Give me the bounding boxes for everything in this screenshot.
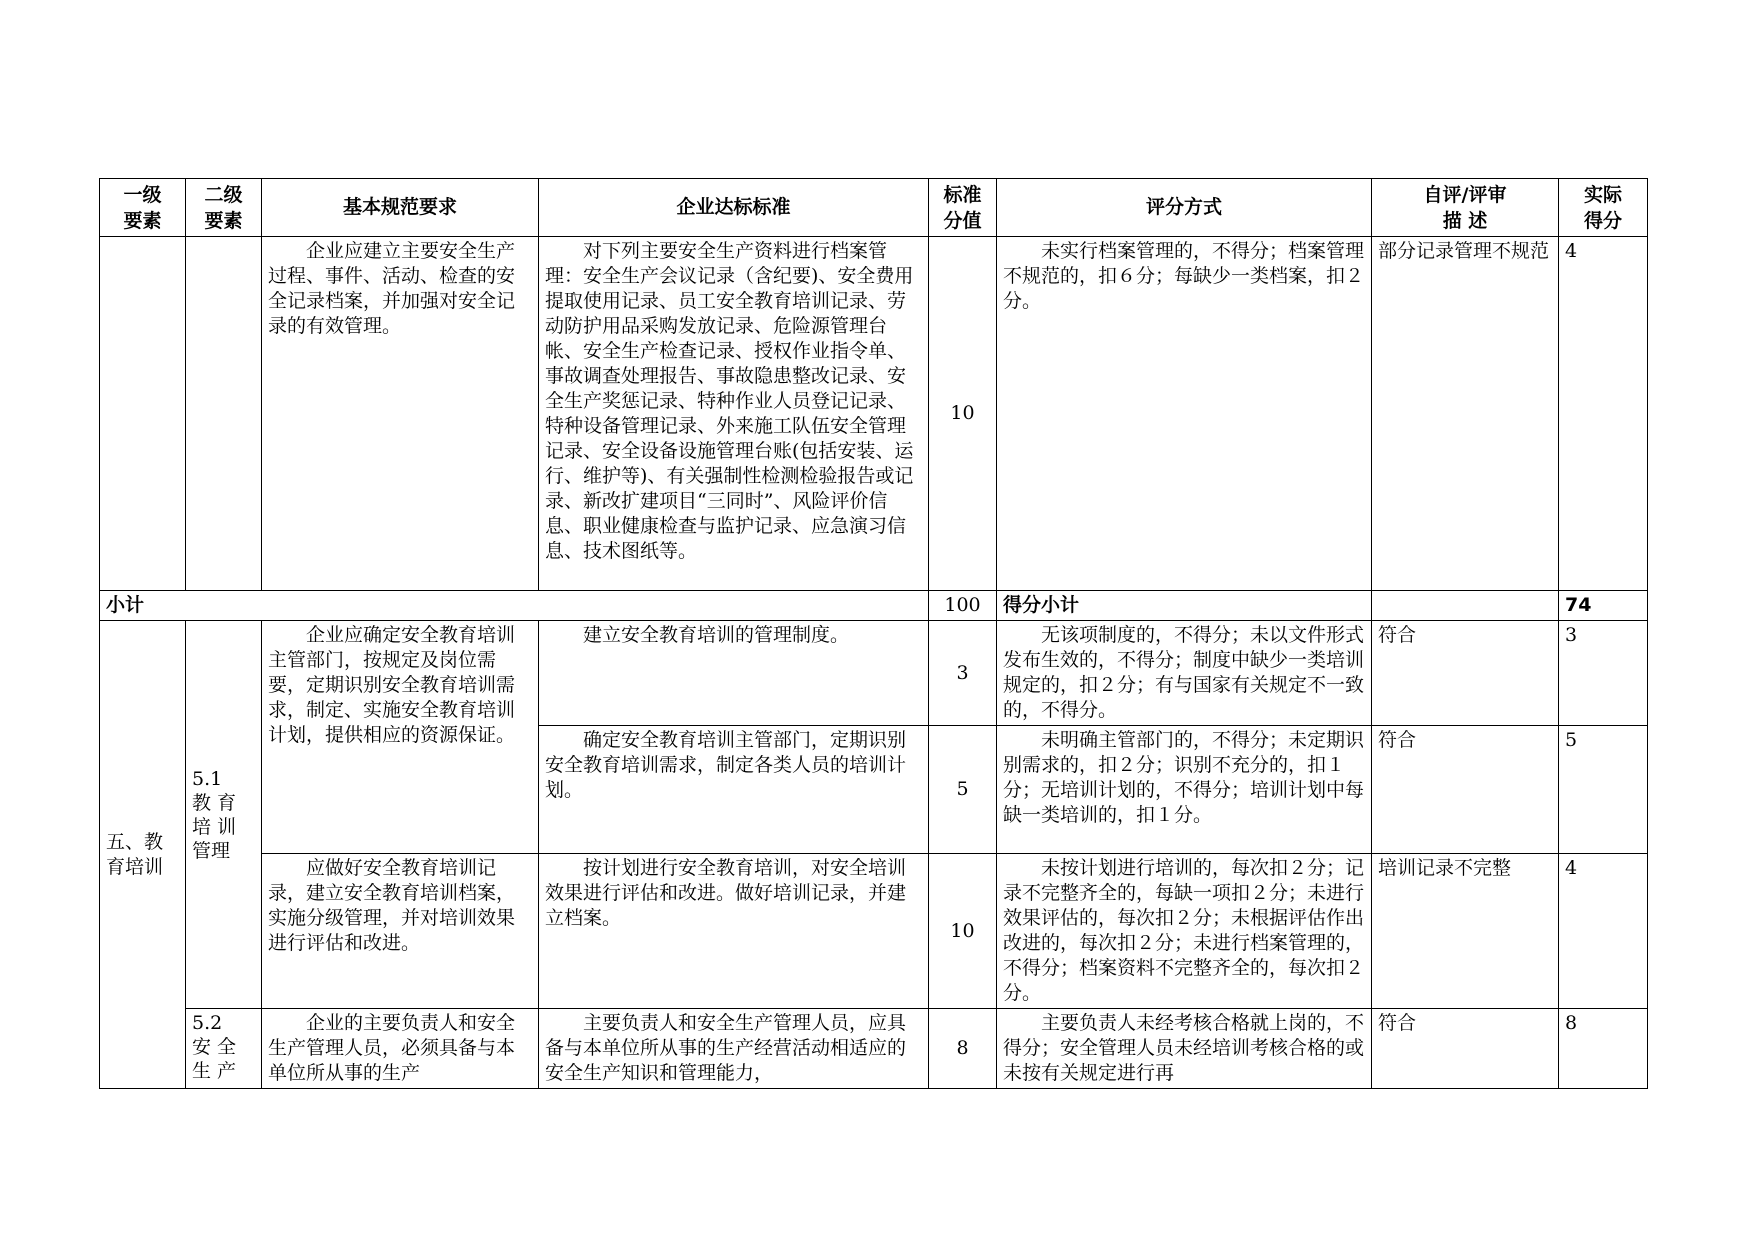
cell-method: 未按计划进行培训的，每次扣２分；记录不完整齐全的，每缺一项扣２分；未进行效果评估的，每次扣２分；未根据评估作出改进的，每次扣２分；未进行档案管理的，不得分；档案资料不完整齐全的，每次扣２分。	[997, 854, 1372, 1009]
table-row	[100, 854, 1648, 1009]
cell-actual: 4	[1559, 237, 1648, 591]
header-score: 标准 分值	[929, 179, 997, 237]
cell-standard: 建立安全教育培训的管理制度。	[539, 621, 929, 726]
cell-standard: 按计划进行安全教育培训，对安全培训效果进行评估和改进。做好培训记录，并建立档案。	[539, 854, 929, 1009]
cell-method: 未实行档案管理的，不得分；档案管理不规范的，扣６分；每缺少一类档案，扣２分。	[997, 237, 1372, 591]
cell-actual: 5	[1559, 726, 1648, 854]
subtotal-row	[100, 591, 1648, 621]
cell-self-eval: 符合	[1372, 621, 1559, 726]
subtotal-actual: 74	[1559, 591, 1648, 621]
cell-self-eval: 培训记录不完整	[1372, 854, 1559, 1009]
cell-score: 10	[929, 854, 997, 1009]
cell-self-eval: 符合	[1372, 1009, 1559, 1089]
cell-level2-5-1: 5.1 教 育 培 训 管理	[186, 621, 262, 1009]
cell-method: 未明确主管部门的，不得分；未定期识别需求的，扣２分；识别不充分的，扣１分；无培训计划的，不得分；培训计划中每缺一类培训的，扣１分。	[997, 726, 1372, 854]
table-row	[100, 237, 1648, 591]
header-method: 评分方式	[997, 179, 1372, 237]
cell-level1-education: 五、教育培训	[100, 621, 186, 1089]
subtotal-self-eval	[1372, 591, 1559, 621]
cell-score: 10	[929, 237, 997, 591]
cell-self-eval: 符合	[1372, 726, 1559, 854]
cell-actual: 8	[1559, 1009, 1648, 1089]
subtotal-score: 100	[929, 591, 997, 621]
table-row	[100, 1009, 1648, 1089]
header-standard: 企业达标标准	[539, 179, 929, 237]
header-actual: 实际 得分	[1559, 179, 1648, 237]
cell-method: 主要负责人未经考核合格就上岗的，不得分；安全管理人员未经培训考核合格的或未按有关规定进行再	[997, 1009, 1372, 1089]
cell-level2	[186, 237, 262, 591]
cell-score: 3	[929, 621, 997, 726]
header-requirement: 基本规范要求	[262, 179, 539, 237]
evaluation-table	[99, 178, 1648, 1089]
cell-actual: 3	[1559, 621, 1648, 726]
cell-score: 5	[929, 726, 997, 854]
cell-level2-5-2: 5.2 安 全 生 产	[186, 1009, 262, 1089]
cell-requirement: 应做好安全教育培训记录，建立安全教育培训档案，实施分级管理，并对培训效果进行评估和改进。	[262, 854, 539, 1009]
table-row	[100, 621, 1648, 726]
cell-standard: 确定安全教育培训主管部门，定期识别安全教育培训需求，制定各类人员的培训计划。	[539, 726, 929, 854]
cell-self-eval: 部分记录管理不规范	[1372, 237, 1559, 591]
cell-actual: 4	[1559, 854, 1648, 1009]
subtotal-label: 小计	[100, 591, 929, 621]
cell-standard: 对下列主要安全生产资料进行档案管理：安全生产会议记录（含纪要)、安全费用提取使用记录、员工安全教育培训记录、劳动防护用品采购发放记录、危险源管理台帐、安全生产检查记录、授权作业指令单、事故调查处理报告、事故隐患整改记录、安全生产奖惩记录、特种作业人员登记记录、特种设备管理记录、外来施工队伍安全管理记录、安全设备设施管理台账(包括安装、运行、维护等)、有关强制性检测检验报告或记录、新改扩建项目“三同时”、风险评价信息、职业健康检查与监护记录、应急演习信息、技术图纸等。	[539, 237, 929, 591]
subtotal-method-label: 得分小计	[997, 591, 1372, 621]
cell-score: 8	[929, 1009, 997, 1089]
cell-requirement: 企业应建立主要安全生产过程、事件、活动、检查的安全记录档案，并加强对安全记录的有效管理。	[262, 237, 539, 591]
cell-requirement: 企业应确定安全教育培训主管部门，按规定及岗位需要，定期识别安全教育培训需求，制定、实施安全教育培训计划，提供相应的资源保证。	[262, 621, 539, 854]
cell-level1	[100, 237, 186, 591]
cell-requirement: 企业的主要负责人和安全生产管理人员，必须具备与本单位所从事的生产	[262, 1009, 539, 1089]
header-row	[100, 179, 1648, 237]
header-level2: 二级 要素	[186, 179, 262, 237]
cell-method: 无该项制度的，不得分；未以文件形式发布生效的，不得分；制度中缺少一类培训规定的，扣２分；有与国家有关规定不一致的，不得分。	[997, 621, 1372, 726]
header-level1: 一级 要素	[100, 179, 186, 237]
cell-standard: 主要负责人和安全生产管理人员，应具备与本单位所从事的生产经营活动相适应的安全生产知识和管理能力，	[539, 1009, 929, 1089]
header-self-eval: 自评/评审 描 述	[1372, 179, 1559, 237]
